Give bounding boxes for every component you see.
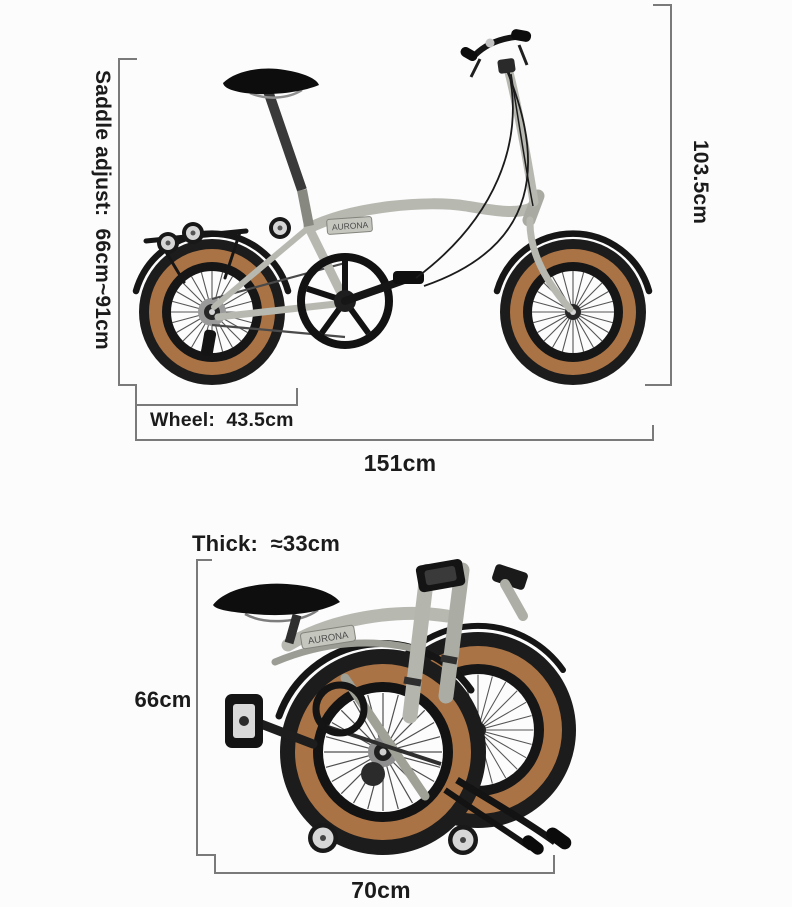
wheel-size-label: Wheel: 43.5cm xyxy=(150,409,294,431)
frame-badge-text: AURONA xyxy=(331,219,369,233)
overall-height-bracket xyxy=(645,5,671,385)
saddle-height-and-length-bracket xyxy=(119,59,653,440)
folded-thickness-label: Thick: ≈33cm xyxy=(192,531,340,556)
overall-length-label: 151cm xyxy=(363,450,437,476)
folded-height-and-width-bracket xyxy=(197,560,554,873)
folded-frame-badge-text: AURONA xyxy=(307,629,350,648)
saddle-adjust-label: Saddle adjust: 66cm~91cm xyxy=(91,70,114,350)
overall-height-label: 103.5cm xyxy=(689,139,712,225)
folded-height-label: 66cm xyxy=(134,687,192,712)
folded-width-label: 70cm xyxy=(351,877,411,903)
wheel-size-bracket xyxy=(136,388,297,405)
